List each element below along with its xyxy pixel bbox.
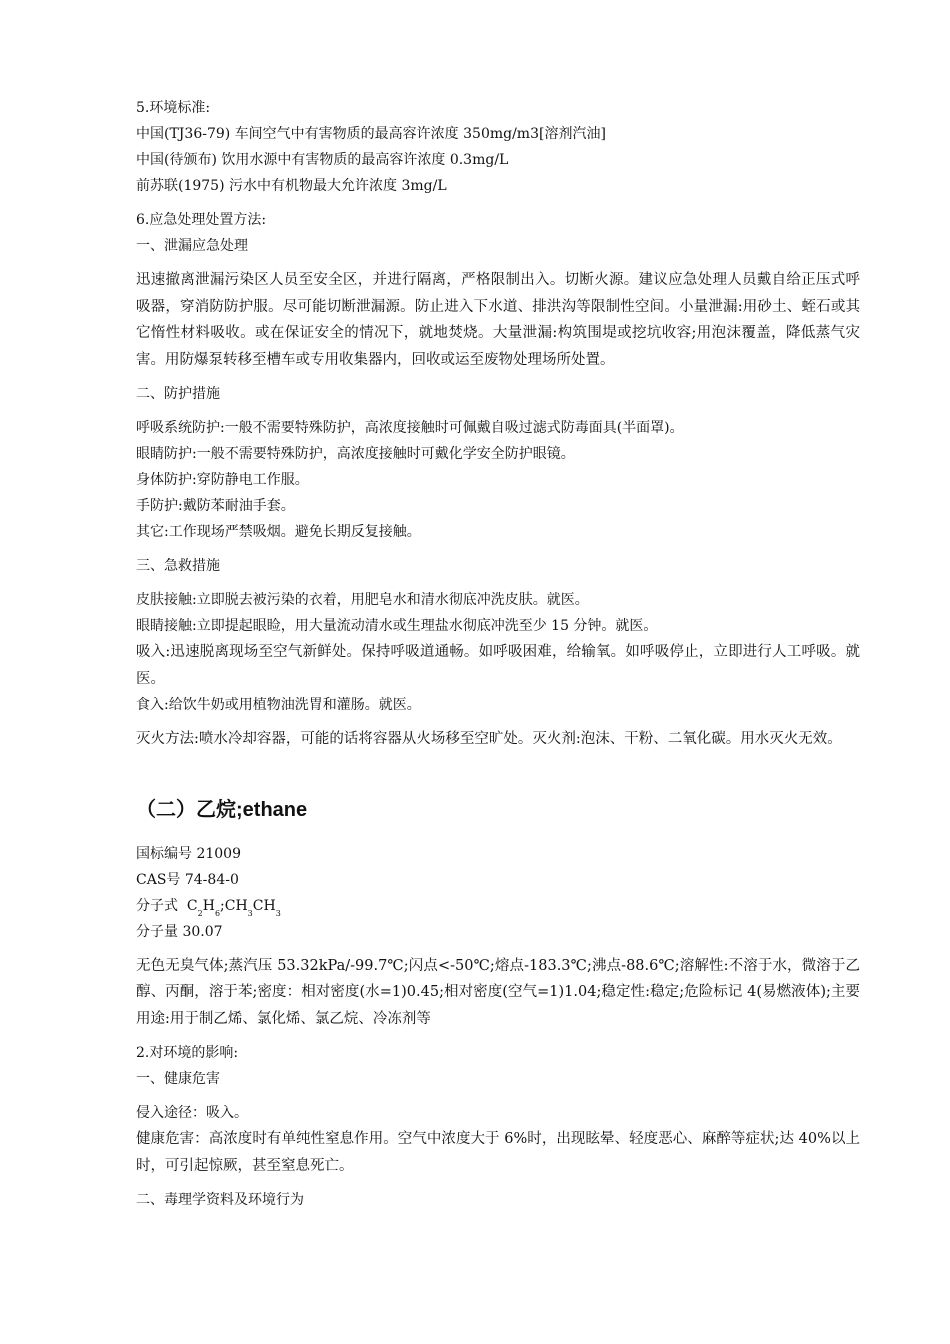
fire-paragraph: 灭火方法:喷水冷却容器，可能的话将容器从火场移至空旷处。灭火剂:泡沫、干粉、二氧化碳。用水灭火无效。 — [136, 731, 842, 747]
section-6-title: 6.应急处理处置方法: — [136, 212, 267, 228]
protect-respiratory: 呼吸系统防护:一般不需要特殊防护，高浓度接触时可佩戴自吸过滤式防毒面具(半面罩)。 — [136, 420, 684, 436]
spacer — [136, 407, 860, 415]
spacer — [136, 718, 860, 726]
spacer — [136, 945, 860, 953]
properties-paragraph: 无色无臭气体;蒸汽压 53.32kPa/-99.7℃;闪点<-50℃;熔点-183.3℃;沸点-88.6℃;溶解性:不溶于水，微溶于乙醇、丙酮，溶于苯;密度：相对密度(水=1)0.45;相对密度(空气=1)1.04;稳定性:稳定;危险标记 4(易燃液体);主要用途:用于制乙烯、氯化烯、氯乙烷、冷冻剂等 — [136, 957, 860, 1027]
aid-inhale: 吸入:迅速脱离现场至空气新鲜处。保持呼吸道通畅。如呼吸困难，给输氧。如呼吸停止，立即进行人工呼吸。就医。 — [136, 644, 860, 687]
spacer — [136, 825, 860, 833]
health-title: 一、健康危害 — [136, 1071, 220, 1087]
formula-label: 分子式 — [136, 897, 178, 914]
aid-ingest: 食入:给饮牛奶或用植物油洗胃和灌肠。就医。 — [136, 697, 421, 713]
health-hazard: 健康危害：高浓度时有单纯性窒息作用。空气中浓度大于 6%时，出现眩晕、轻度恶心、麻醉等症状;达 40%以上时，可引起惊厥，甚至窒息死亡。 — [136, 1131, 860, 1174]
spacer — [136, 259, 860, 267]
un-number: 国标编号 21009 — [136, 845, 241, 862]
spacer — [136, 579, 860, 587]
env-standard-line-3: 前苏联(1975) 污水中有机物最大允许浓度 3mg/L — [136, 178, 447, 194]
env-standard-line-1: 中国(TJ36-79) 车间空气中有害物质的最高容许浓度 350mg/m3[溶剂汽油] — [136, 126, 606, 142]
spacer — [136, 373, 860, 381]
aid-skin: 皮肤接触:立即脱去被污染的衣着，用肥皂水和清水彻底冲洗皮肤。就医。 — [136, 592, 589, 608]
env-standard-line-2: 中国(待颁布) 饮用水源中有害物质的最高容许浓度 0.3mg/L — [136, 152, 509, 168]
molecular-weight: 分子量 30.07 — [136, 923, 223, 940]
protect-hand: 手防护:戴防苯耐油手套。 — [136, 498, 295, 514]
molecular-formula — [136, 893, 860, 919]
document-page — [136, 95, 860, 1213]
protect-body: 身体防护:穿防静电工作服。 — [136, 472, 309, 488]
protect-title: 二、防护措施 — [136, 386, 220, 402]
leak-paragraph: 迅速撤离泄漏污染区人员至安全区，并进行隔离，严格限制出入。切断火源。建议应急处理人员戴自给正压式呼吸器，穿消防防护服。尽可能切断泄漏源。防止进入下水道、排洪沟等限制性空间。小量泄漏:用砂土、蛭石或其它惰性材料吸收。或在保证安全的情况下，就地焚烧。大量泄漏:构筑围堤或挖坑收容;用泡沫覆盖，降低蒸气灾害。用防爆泵转移至槽车或专用收集器内，回收或运至废物处理场所处置。 — [136, 272, 860, 368]
spacer — [136, 833, 860, 841]
spacer — [136, 1092, 860, 1100]
protect-other: 其它:工作现场严禁吸烟。避免长期反复接触。 — [136, 524, 421, 540]
leak-title: 一、泄漏应急处理 — [136, 238, 248, 254]
spacer — [136, 545, 860, 553]
exposure-route: 侵入途径：吸入。 — [136, 1105, 248, 1121]
spacer — [136, 199, 860, 207]
aid-eye: 眼睛接触:立即提起眼睑，用大量流动清水或生理盐水彻底冲洗至少 15 分钟。就医。 — [136, 618, 658, 634]
spacer — [136, 753, 860, 795]
formula-value: $C_2H_6;CH_3CH_3$ — [186, 897, 281, 918]
protect-eye: 眼睛防护:一般不需要特殊防护，高浓度接触时可戴化学安全防护眼镜。 — [136, 446, 575, 462]
section-5-title: 5.环境标准: — [136, 100, 211, 116]
env-impact-title: 2.对环境的影响: — [136, 1045, 239, 1061]
aid-title: 三、急救措施 — [136, 558, 220, 574]
cas-number: CAS号 74-84-0 — [136, 871, 239, 888]
spacer — [136, 1032, 860, 1040]
spacer — [136, 1179, 860, 1187]
toxicology-title: 二、毒理学资料及环境行为 — [136, 1192, 304, 1208]
ethane-heading: （二）乙烷;ethane — [136, 798, 308, 821]
